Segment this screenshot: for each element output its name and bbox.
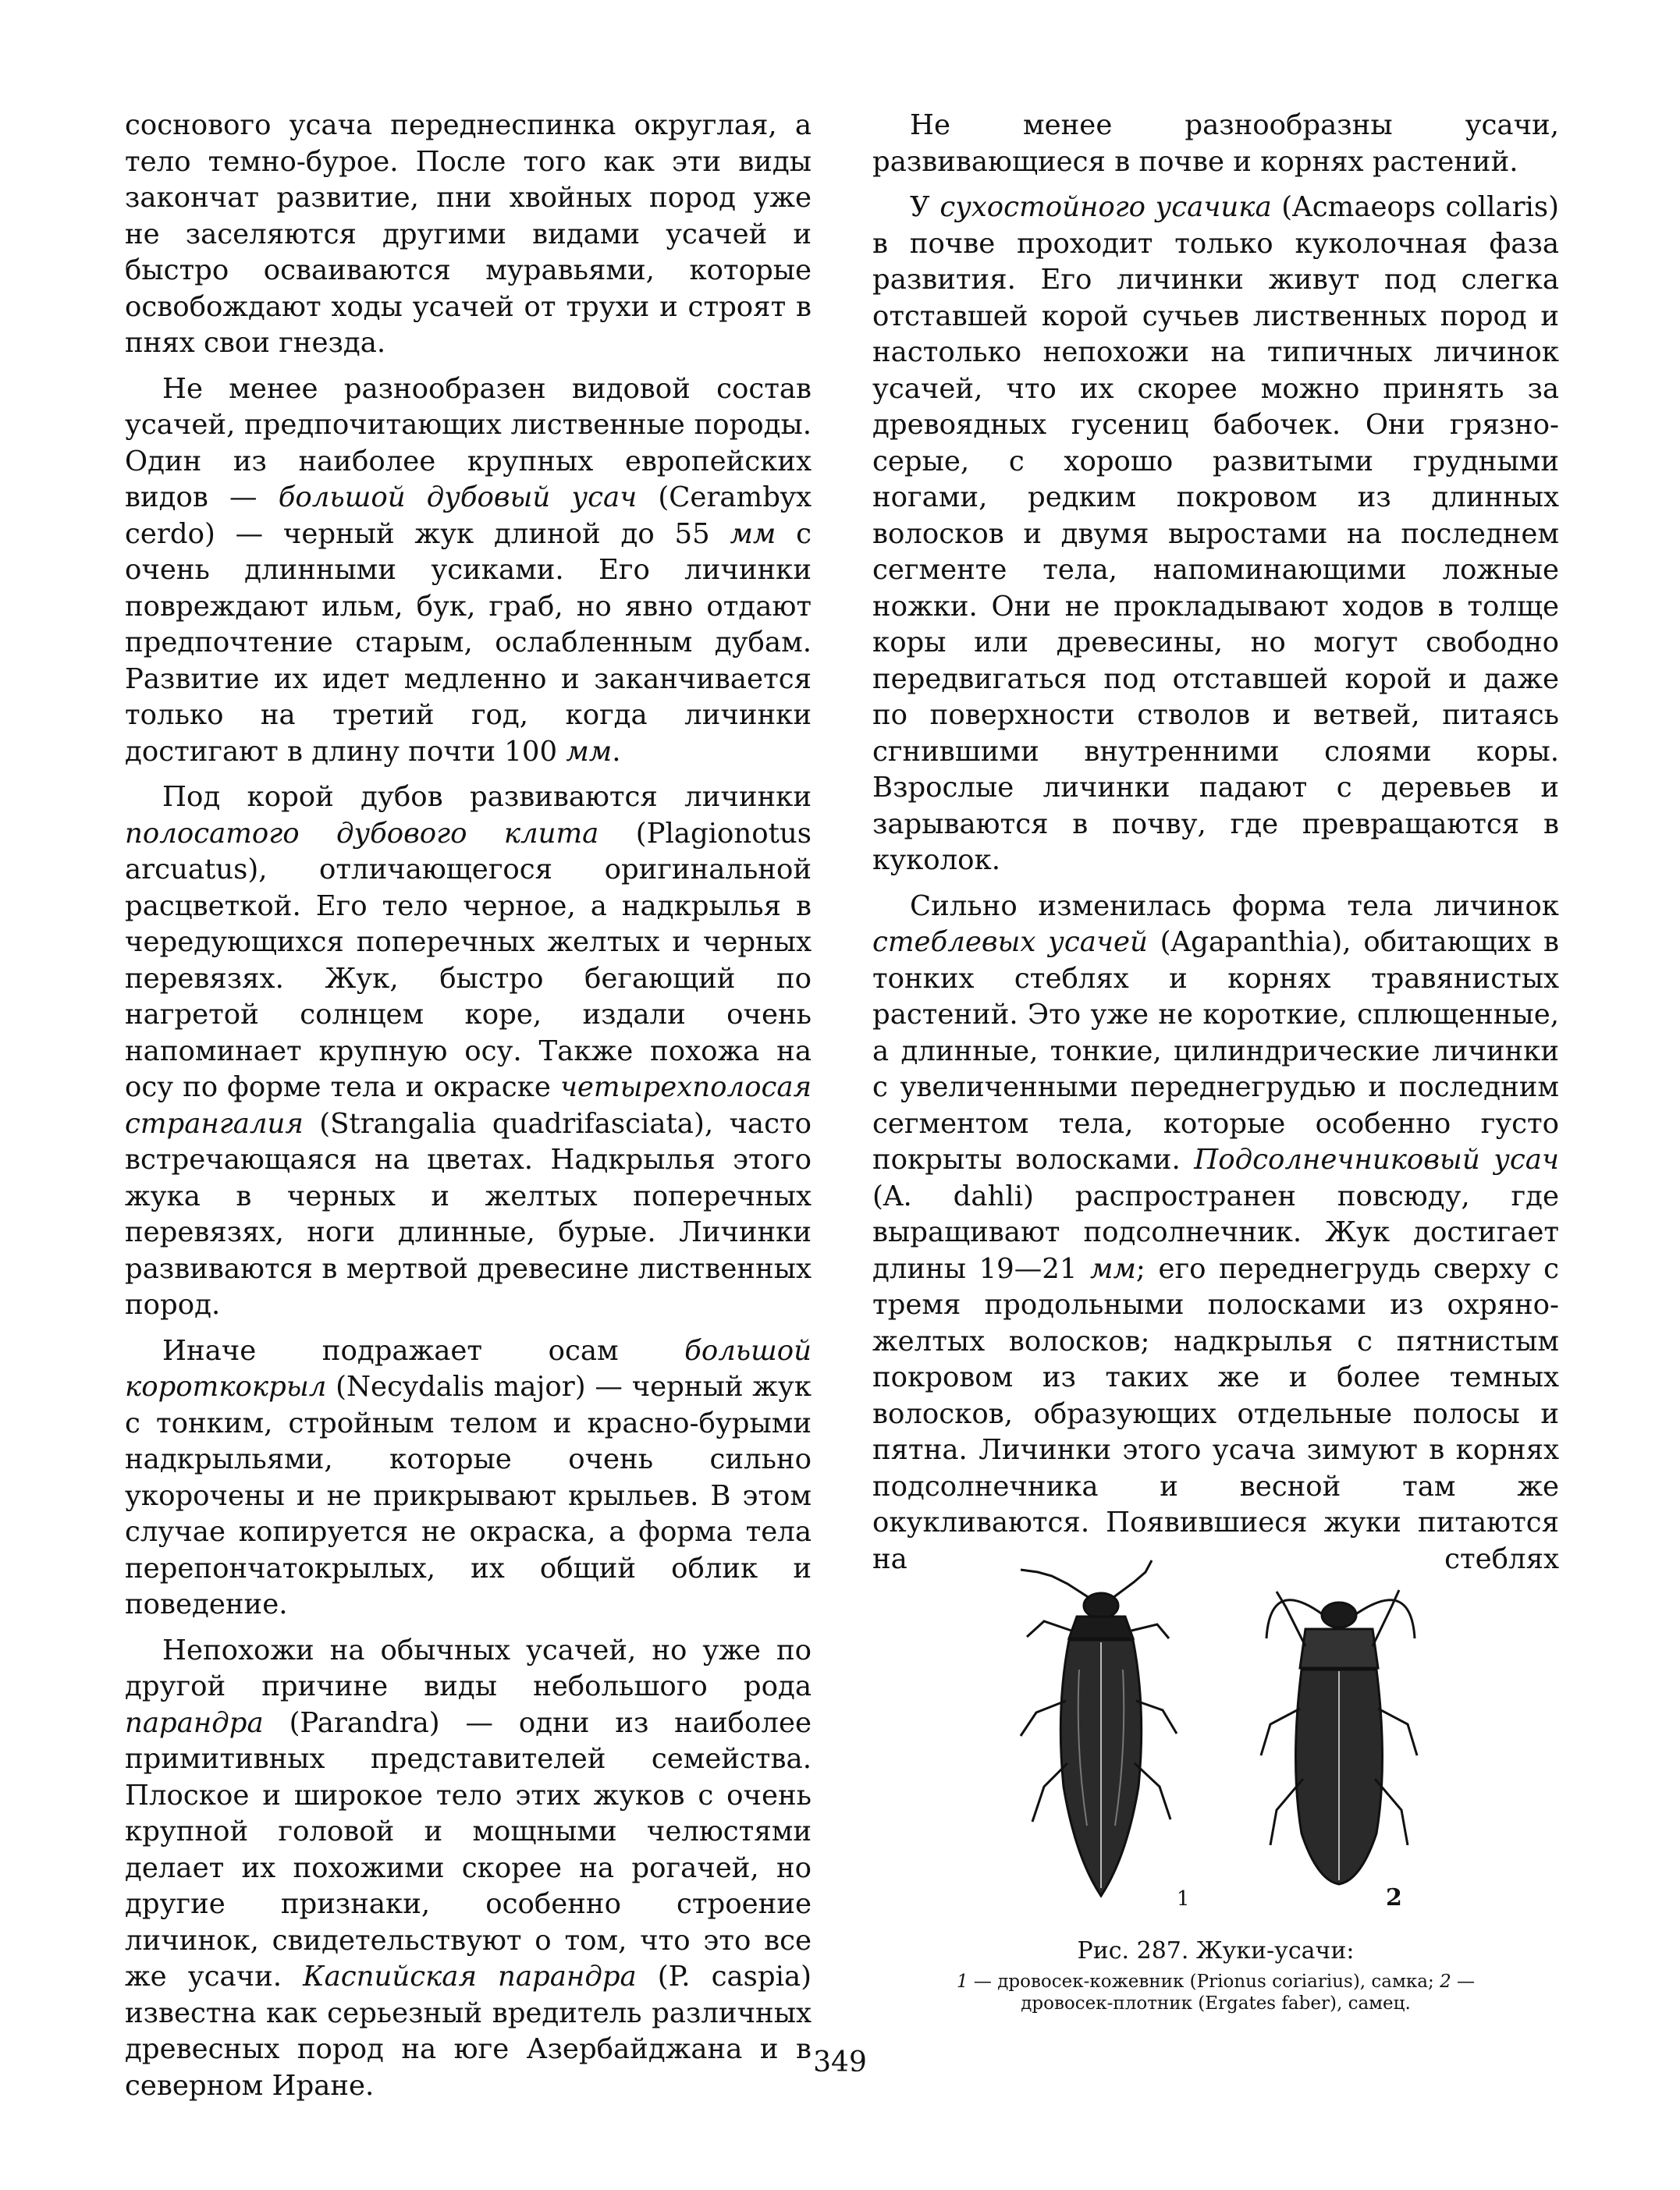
figure-caption-body: 1 — дровосек-кожевник (Prionus coriarius), самка; 2 — дровосек-плотник (Ergates faber), самец. <box>956 1972 1476 2014</box>
paragraph: У сухостойного усачика (Acmaeops collaris) в почве проходит только куколочная фаза развития. Его личинки живут под слегка отставшей корой сучьев лиственных пород и настолько непохожи на типичных личинок усачей, что их скорее можно принять за древоядных гусениц бабочек. Они грязно-серые, с хорошо развитыми грудными ногами, редким покровом из длинных волосков и двумя выростами на последнем сегменте тела, напоминающими ложные ножки. Они не прокладывают ходов в толще коры или древесины, но могут свободно передвигаться под отставшей корой и даже по поверхности стволов и ветвей, питаясь сгнившими внутренними слоями коры. Взрослые личинки падают с деревьев и зарываются в почву, где превращаются в куколок. <box>872 191 1559 876</box>
paragraph: Непохожи на обычных усачей, но уже по другой причине виды небольшого рода парандра (Parandra) — одни из наиболее примитивных представителей семейства. Плоское и широкое тело этих жуков с очень крупной головой и мощными челюстями делает их похожими скорее на рогачей, но другие признаки, особенно строение личинок, свидетельствуют о том, что это все же усачи. Каспийская парандра (P. caspia) известна как серьезный вредитель различных древесных пород на юге Азербайджана и в северном Иране. <box>125 1634 812 2102</box>
paragraph: Сильно изменилась форма тела личинок стеблевых усачей (Agapanthia), обитающих в тонких стеблях и корнях травянистых растений. Это уже не короткие, сплющенные, а длинные, тонкие, цилиндрические личинки с увеличенными переднегрудью и последним сегментом тела, которые особенно густо покрыты волосками. Подсолнечниковый усач (A. dahli) распространен повсюду, где выращивают подсолнечник. Жук достигает длины 19—21 мм; его переднегрудь сверху с тремя продольными полосками из охряно-желтых волосков; надкрылья с пятнистым покровом из таких же и более темных волосков, образующих отдельные полосы и пятна. Личинки этого усача зимуют в корнях подсолнечника и весной там же окукливаются. Появившиеся жуки питаются на стеблях <box>872 889 1559 1575</box>
figure <box>872 1529 1559 2014</box>
beetles-illustration <box>904 1529 1528 1919</box>
figure-caption-title: Рис. 287. Жуки-усачи: <box>1077 1937 1355 1965</box>
left-column <box>125 108 812 2114</box>
figure-label-2: 2 <box>1386 1884 1402 1911</box>
paragraph: Иначе подражает осам большой короткокрыл (Necydalis major) — черный жук с тонким, стройным телом и красно-бурыми надкрыльями, которые очень сильно укорочены и не прикрывают крыльев. В этом случае копируется не окраска, а форма тела перепончатокрылых, их общий облик и поведение. <box>125 1334 812 1620</box>
paragraph: Не менее разнообразен видовой состав усачей, предпочитающих лиственные породы. Один из наиболее крупных европейских видов — большой дубовый усач (Cerambyx cerdo) — черный жук длиной до 55 мм с очень длинными усиками. Его личинки повреждают ильм, бук, граб, но явно отдают предпочтение старым, ослабленным дубам. Развитие их идет медленно и заканчивается только на третий год, когда личинки достигают в длину почти 100 мм. <box>125 372 812 768</box>
paragraph: Не менее разнообразны усачи, развивающиеся в почве и корнях растений. <box>872 109 1559 178</box>
beetle-2-image <box>1261 1590 1417 1884</box>
beetle-1-image <box>1021 1560 1177 1896</box>
figure-label-1: 1 <box>1177 1887 1190 1911</box>
paragraph: соснового усача переднеспинка округлая, а тело темно-бурое. После того как эти виды закончат развитие, пни хвойных пород уже не заселяются другими видами усачей и быстро осваиваются муравьями, которые освобождают ходы усачей от трухи и строят в пнях свои гнезда. <box>125 109 812 359</box>
page-number: 349 <box>813 2046 867 2078</box>
right-column <box>872 108 1559 1587</box>
paragraph: Под корой дубов развиваются личинки полосатого дубового клита (Plagionotus arcuatus), отличающегося оригинальной расцветкой. Его тело черное, а надкрылья в чередующихся поперечных желтых и черных перевязях. Жук, быстро бегающий по нагретой солнцем коре, издали очень напоминает крупную осу. Также похожа на осу по форме тела и окраске четырехполосая странгалия (Strangalia quadrifasciata), часто встречающаяся на цветах. Надкрылья этого жука в черных и желтых поперечных перевязях, ноги длинные, бурые. Личинки развиваются в мертвой древесине лиственных пород. <box>125 781 812 1321</box>
